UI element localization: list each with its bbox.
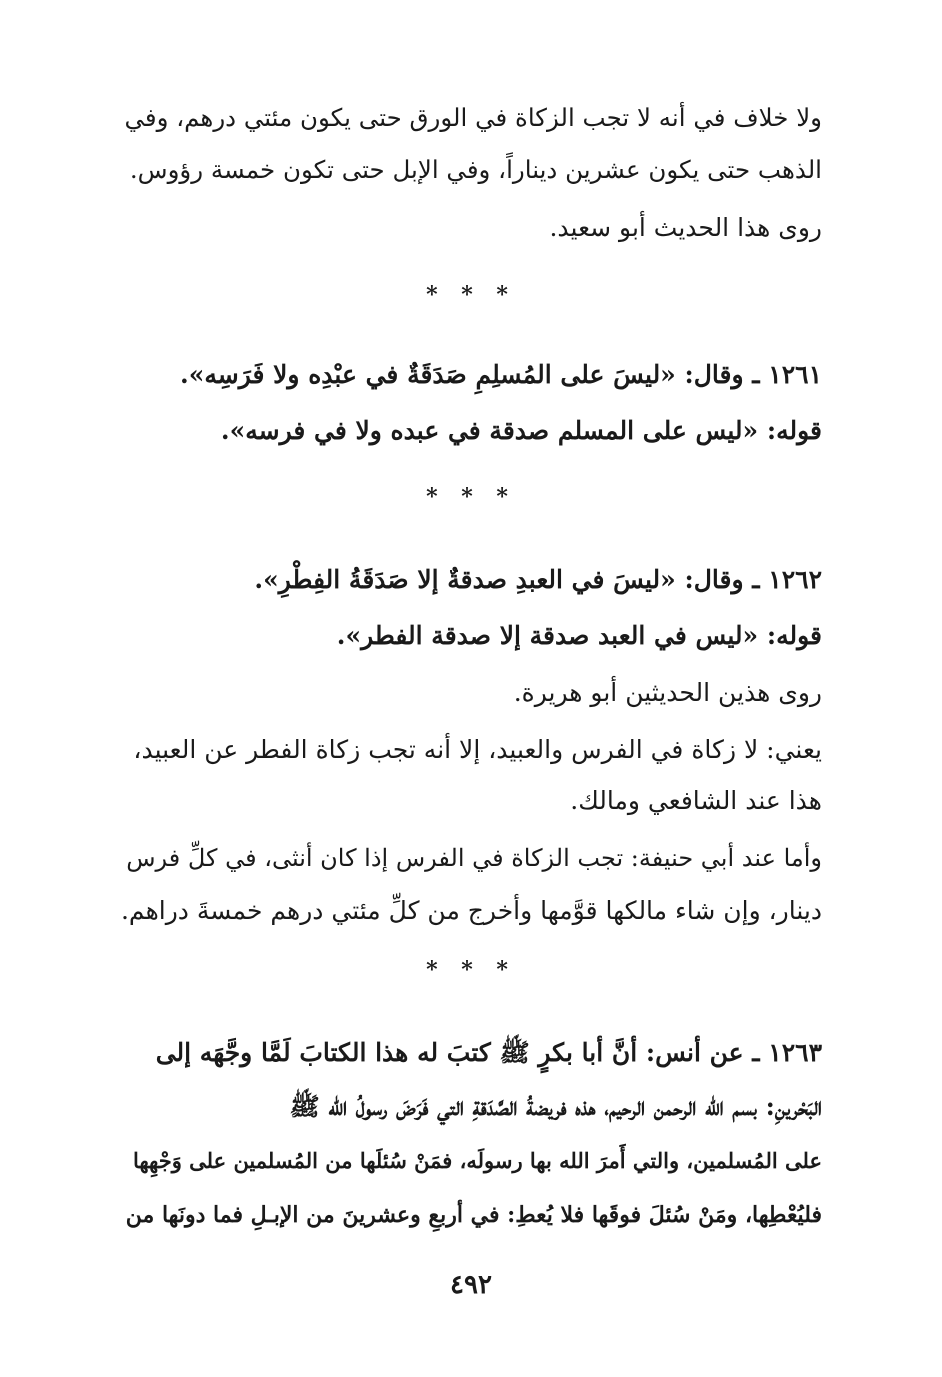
text-line: هذا عند الشافعي ومالك. (570, 786, 822, 815)
text-line: يعني: لا زكاة في الفرس والعبيد، إلا أنه تجب زكاة الفطر عن العبيد، (133, 735, 822, 764)
text-line: وأما عند أبي حنيفة: تجب الزكاة في الفرس إذا كان أنثى، في كلِّ فرس (126, 844, 822, 872)
text-line: روى هذا الحديث أبو سعيد. (549, 213, 822, 242)
hadith-1262-quote: قوله: «ليس في العبد صدقة إلا صدقة الفطر». (336, 621, 822, 650)
section-separator: * * * (426, 282, 516, 308)
hadith-1263: ١٢٦٣ ـ عن أنس: أنَّ أبا بكرٍ ﷺ كتبَ له هذا الكتابَ لَمَّا وجَّهَه إلى (155, 1038, 822, 1067)
text-line: الذهب حتى يكون عشرين ديناراً، وفي الإبل حتى تكون خمسة رؤوس. (129, 155, 822, 184)
hadith-1263-line: البَحْرينِ: بسم الله الرحمن الرحيم، هذه فريضةُ الصَّدَقةِ التي فَرَضَ رسولُ الله ﷺ (289, 1092, 822, 1121)
hadith-1263-line: فليُعْطِها، ومَنْ سُئلَ فوقَها فلا يُعطِ: في أربعِ وعشرينَ من الإبـلِ فما دونَها من (125, 1202, 822, 1228)
section-separator: * * * (426, 484, 516, 510)
section-separator: * * * (426, 957, 516, 983)
page-number: ٤٩٢ (450, 1270, 492, 1300)
text-line: دينار، وإن شاء مالكها قوَّمها وأخرج من كلِّ مئتي درهم خمسةَ دراهم. (120, 896, 822, 925)
hadith-1261: ١٢٦١ ـ وقال: «ليسَ على المُسلِمِ صَدَقَةٌ في عبْدِه ولا فَرَسِه». (180, 360, 822, 389)
hadith-1262: ١٢٦٢ ـ وقال: «ليسَ في العبدِ صدقةٌ إلا صَدَقَةُ الفِطْرِ». (254, 565, 822, 594)
text-line: ولا خلاف في أنه لا تجب الزكاة في الورق حتى يكون مئتي درهم، وفي (124, 103, 822, 132)
text-line: روى هذين الحديثين أبو هريرة. (513, 678, 822, 707)
hadith-1263-line: على المُسلمين، والتي أَمرَ الله بها رسولَه، فمَنْ سُئلَها من المُسلمين على وَجْهِها (132, 1148, 822, 1173)
hadith-1261-quote: قوله: «ليس على المسلم صدقة في عبده ولا في فرسه». (220, 416, 822, 445)
